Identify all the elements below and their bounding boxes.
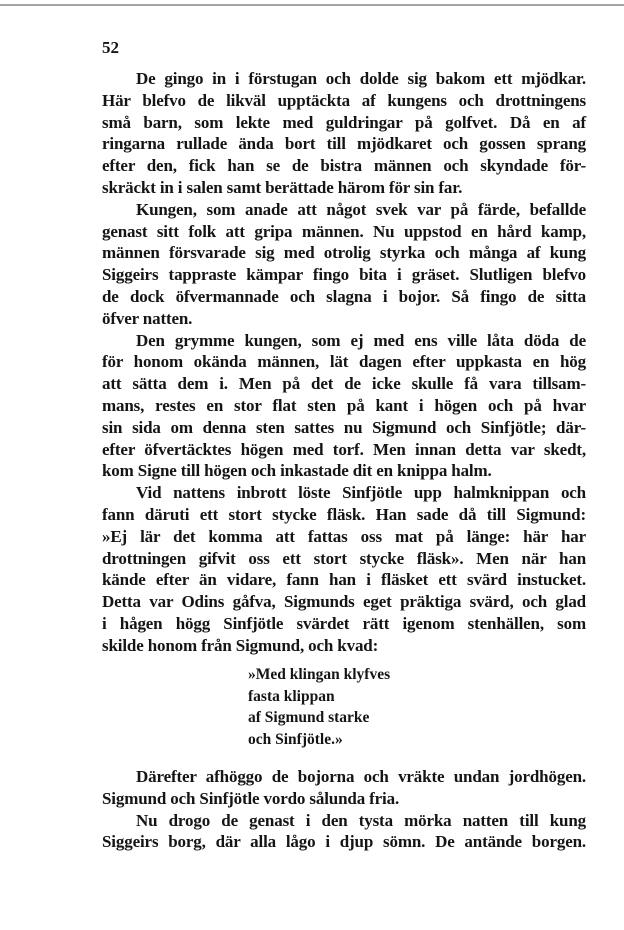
text-line: männen försvarade sig med otrolig styrka och många af kung (102, 243, 586, 263)
paragraph (102, 482, 586, 656)
text-line: fann däruti ett stort stycke fläsk. Han sade då till Sigmund: (102, 504, 586, 524)
text-line: sin sida om denna sten sattes nu Sigmund och Sinfjötle; där- (102, 417, 586, 437)
text-line: drottningen gifvit oss ett stort stycke fläsk». Men när han (102, 548, 586, 568)
paragraph (102, 810, 586, 854)
text-line: Detta var Odins gåfva, Sigmunds eget präktiga svärd, och glad (102, 592, 586, 612)
text-line: genast sitt folk att gripa männen. Nu uppstod en hård kamp, (102, 221, 586, 241)
text-line: skräckt in i salen samt berättade härom för sin far. (102, 177, 463, 197)
text-line: efter den, fick han se de bistra männen och skyndade för- (102, 156, 586, 176)
paragraph (102, 766, 586, 810)
text-line: Siggeirs borg, där alla lågo i djup sömn. De antände borgen. (102, 832, 586, 852)
text-line: Den grymme kungen, som ej med ens ville låta döda de (136, 330, 586, 350)
text-line: de dock öfvermannade och slagna i bojor. Så fingo de sitta (102, 286, 586, 306)
paragraph (102, 68, 586, 199)
text-line: kom Signe till högen och inkastade dit en knippa halm. (102, 461, 492, 481)
text-line: Kungen, som anade att något svek var på färde, befallde (136, 199, 586, 219)
text-line: skilde honom från Sigmund, och kvad: (102, 635, 379, 655)
paragraph (102, 199, 586, 330)
text-line: Därefter afhöggo de bojorna och vräkte undan jordhögen. (136, 767, 586, 786)
text-line: små barn, som lekte med guldringar på golfvet. Då en af (102, 112, 586, 132)
text-line: att sätta dem i. Men på det de icke skulle få vara tillsam- (102, 374, 586, 394)
text-line: Vid nattens inbrott löste Sinfjötle upp halmknippan och (136, 483, 586, 503)
text-line: Sigmund och Sinfjötle vordo sålunda fria. (102, 788, 400, 808)
text-line: mans, restes en stor flat sten på kant i högen och på hvar (102, 395, 586, 415)
text-line: kände efter än vidare, fann han i fläsket ett svärd instucket. (102, 570, 586, 590)
text-line: Här blefvo de likväl upptäckta af kungens och drottningens (102, 90, 586, 110)
poem-line: fasta klippan (248, 687, 335, 705)
poem-line: och Sinfjötle.» (248, 730, 343, 748)
text-line: ringarna rullade ända bort till mjödkaret och gossen sprang (102, 134, 586, 154)
text-line: öfver natten. (102, 308, 193, 328)
poem-stanza (248, 664, 390, 750)
text-line: för honom okända männen, lät dagen efter uppkasta en hög (102, 352, 586, 372)
text-line: efter öfvertäcktes högen med torf. Men innan detta var skedt, (102, 439, 586, 459)
poem-line: af Sigmund starke (248, 709, 370, 726)
poem-line: »Med klingan klyfves (248, 666, 391, 683)
body-text (102, 68, 586, 657)
closing-text (102, 766, 586, 853)
text-line: »Ej lär det komma att fattas oss mat på länge: här har (102, 526, 586, 546)
page-top-rule (0, 4, 624, 6)
text-line: Siggeirs tappraste kämpar fingo bita i gräset. Slutligen blefvo (102, 265, 586, 285)
page-number: 52 (102, 38, 119, 57)
text-line: Nu drogo de genast i den tysta mörka natten till kung (136, 810, 586, 830)
text-line: i hågen högg Sinfjötle svärdet rätt igenom stenhällen, som (102, 613, 586, 633)
text-line: De gingo in i förstugan och dolde sig bakom ett mjödkar. (136, 69, 586, 88)
paragraph (102, 330, 586, 483)
